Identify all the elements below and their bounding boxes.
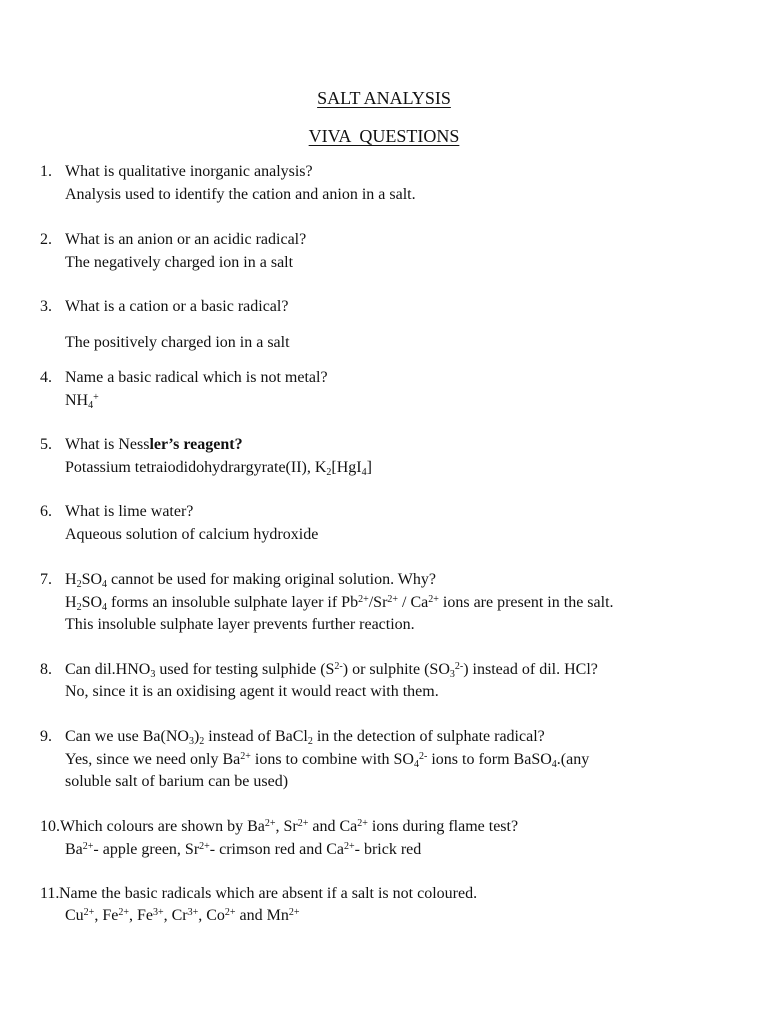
question-number: 11. [40, 885, 60, 902]
answer-text: Aqueous solution of calcium hydroxide [65, 526, 319, 543]
question-text: What is an anion or an acidic radical? [65, 231, 307, 248]
question-number: 9. [40, 728, 52, 745]
answer-text: The negatively charged ion in a salt [65, 254, 294, 271]
answer-text: Yes, since we need only $Ba^{2+}$ ions to combine with $SO_4^{2-}$ ions to form BaSO$_4$.(any [65, 750, 590, 770]
answer-text: $Ba^{2+}-$ apple green, $Sr^{2+}-$ crimson red and $Ca^{2+}-$ brick red [65, 840, 422, 858]
question-number: 1. [40, 163, 52, 180]
question-text: What is lime water? [65, 503, 194, 520]
question-number: 3. [40, 298, 52, 315]
question-number: 7. [40, 571, 52, 588]
question-text: $H_2SO_4$ cannot be used for making original solution. Why? [65, 571, 436, 590]
question-number: 8. [40, 661, 52, 678]
question-number: 4. [40, 369, 52, 386]
question-text: Which colours are shown by $Ba^{2+}$, $Sr^{2+}$ and $Ca^{2+}$ ions during flame test? [60, 817, 519, 835]
question-number: 5. [40, 436, 52, 453]
answer-text: The positively charged ion in a salt [65, 334, 290, 351]
question-text: Can $dil.HNO_3$ used for testing sulphide $(S^{2-})$ or sulphite $(SO_3^{2-})$ instead of dil. HCl? [65, 660, 598, 680]
answer-text: Analysis used to identify the cation and anion in a salt. [65, 186, 416, 203]
answer-text: $NH_4^+$ [65, 391, 99, 411]
question-number: 2. [40, 231, 52, 248]
question-text: Can we use $Ba(NO_3)_2$ instead of BaCl$_2$ in the detection of sulphate radical? [65, 728, 545, 747]
answer-text: $H_2SO_4$ forms an insoluble sulphate layer if $Pb^{2+}/Sr^{2+} / Ca^{2+}$ ions are present in the salt. [65, 593, 614, 613]
answer-text: soluble salt of barium can be used) [65, 773, 289, 790]
question-number: 6. [40, 503, 52, 520]
question-text: What is Nessler’s reagent? [65, 436, 243, 453]
answer-text: Potassium tetraiodidohydrargyrate(II), $K_2[HgI_4]$ [65, 459, 372, 478]
page-title: SALT ANALYSIS [317, 88, 451, 108]
answer-text: $Cu^{2+}$, $Fe^{2+}$, $Fe^{3+}$, $Cr^{3+}$, $Co^{2+}$ and $Mn^{2+}$ [65, 906, 300, 924]
answer-text: This insoluble sulphate layer prevents further reaction. [65, 616, 415, 633]
question-text: What is qualitative inorganic analysis? [65, 163, 313, 180]
question-number: 10. [40, 818, 60, 835]
question-text: Name a basic radical which is not metal? [65, 369, 328, 386]
question-text: Name the basic radicals which are absent if a salt is not coloured. [59, 885, 478, 902]
page-subtitle: VIVA QUESTIONS [308, 126, 460, 146]
question-text: What is a cation or a basic radical? [65, 298, 289, 315]
answer-text: No, since it is an oxidising agent it would react with them. [65, 683, 439, 700]
